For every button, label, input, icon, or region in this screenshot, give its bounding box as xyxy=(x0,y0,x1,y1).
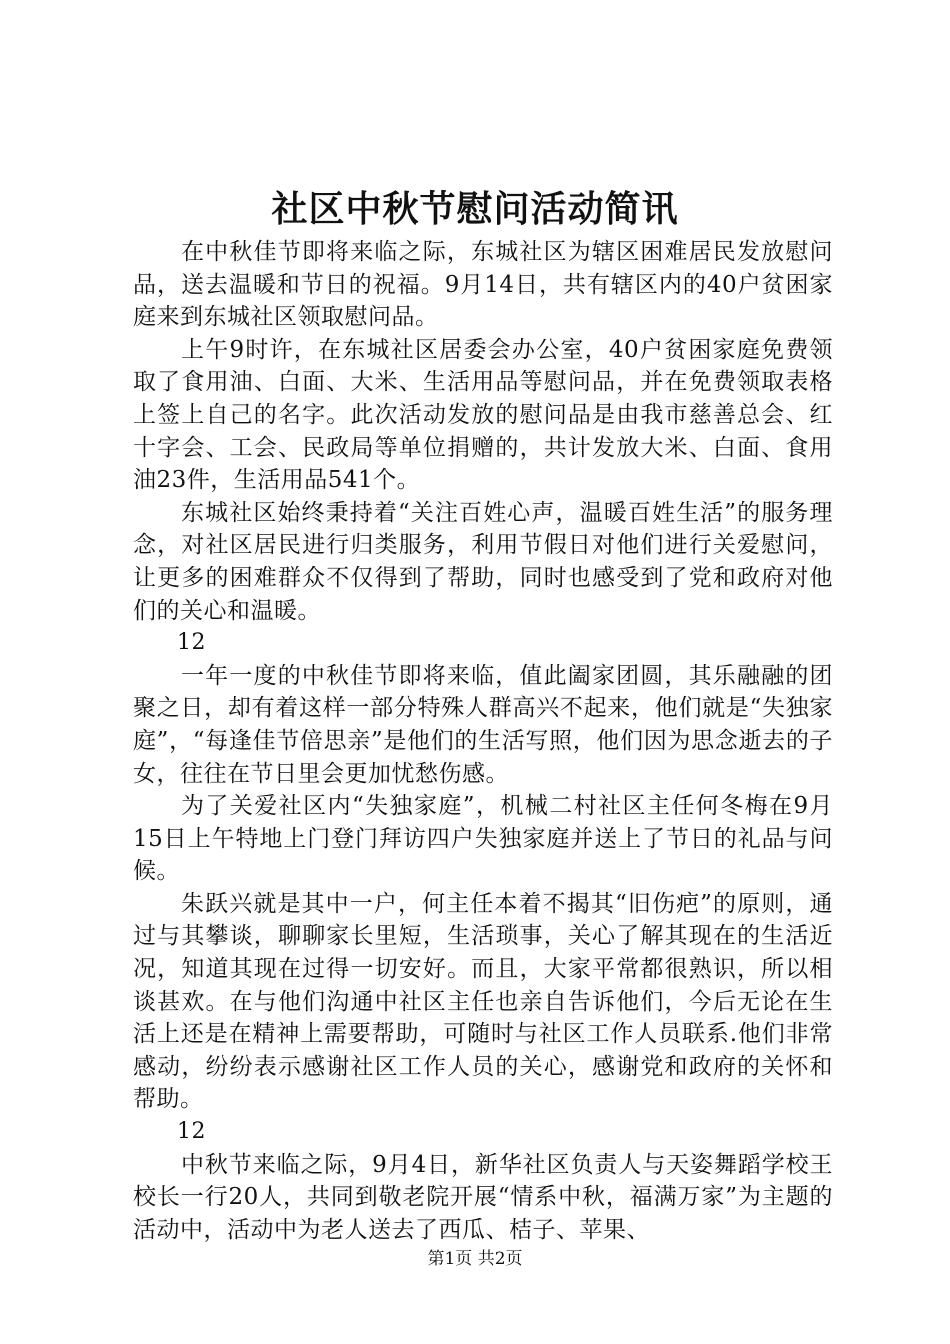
section-number: 12 xyxy=(177,1119,206,1145)
document-title: 社区中秋节慰问活动简讯 xyxy=(271,188,679,230)
paragraph: 东城社区始终秉持着“关注百姓心声，温暖百姓生活”的服务理念，对社区居民进行归类服务，利用节假日对他们进行关爱慰问，让更多的困难群众不仅得到了帮助，同时也感受到了党和政府对他们的关心和温暖。 xyxy=(133,499,833,624)
paragraph: 为了关爱社区内“失独家庭”，机械二村社区主任何冬梅在9月15日上午特地上门登门拜访四户失独家庭并送上了节日的礼品与问候。 xyxy=(133,793,833,885)
document-body xyxy=(133,236,833,1246)
section-number: 12 xyxy=(177,630,206,656)
paragraph: 中秋节来临之际，9月4日，新华社区负责人与天姿舞蹈学校王校长一行20人，共同到敬老院开展“情系中秋，福满万家”为主题的活动中，活动中为老人送去了西瓜、桔子、苹果、 xyxy=(133,1151,833,1243)
paragraph: 朱跃兴就是其中一户，何主任本着不揭其“旧伤疤”的原则，通过与其攀谈，聊聊家长里短，生活琐事，关心了解其现在的生活近况，知道其现在过得一切安好。而且，大家平常都很熟识，所以相谈甚欢。在与他们沟通中社区主任也亲自告诉他们，今后无论在生活上还是在精神上需要帮助，可随时与社区工作人员联系.他们非常感动，纷纷表示感谢社区工作人员的关心，感谢党和政府的关怀和帮助。 xyxy=(133,890,833,1113)
paragraph: 一年一度的中秋佳节即将来临，值此阖家团圆，其乐融融的团聚之日，却有着这样一部分特殊人群高兴不起来，他们就是“失独家庭”，“每逢佳节倍思亲”是他们的生活写照，他们因为思念逝去的子女，往往在节日里会更加忧愁伤感。 xyxy=(133,662,833,787)
paragraph: 上午9时许，在东城社区居委会办公室，40户贫困家庭免费领取了食用油、白面、大米、生活用品等慰问品，并在免费领取表格上签上自己的名字。此次活动发放的慰问品是由我市慈善总会、红十字会、工会、民政局等单位捐赠的，共计发放大米、白面、食用油23件，生活用品541个。 xyxy=(133,336,833,494)
page-footer: 第1页 共2页 xyxy=(427,1249,523,1269)
paragraph: 在中秋佳节即将来临之际，东城社区为辖区困难居民发放慰问品，送去温暖和节日的祝福。9月14日，共有辖区内的40户贫困家庭来到东城社区领取慰问品。 xyxy=(133,239,833,331)
